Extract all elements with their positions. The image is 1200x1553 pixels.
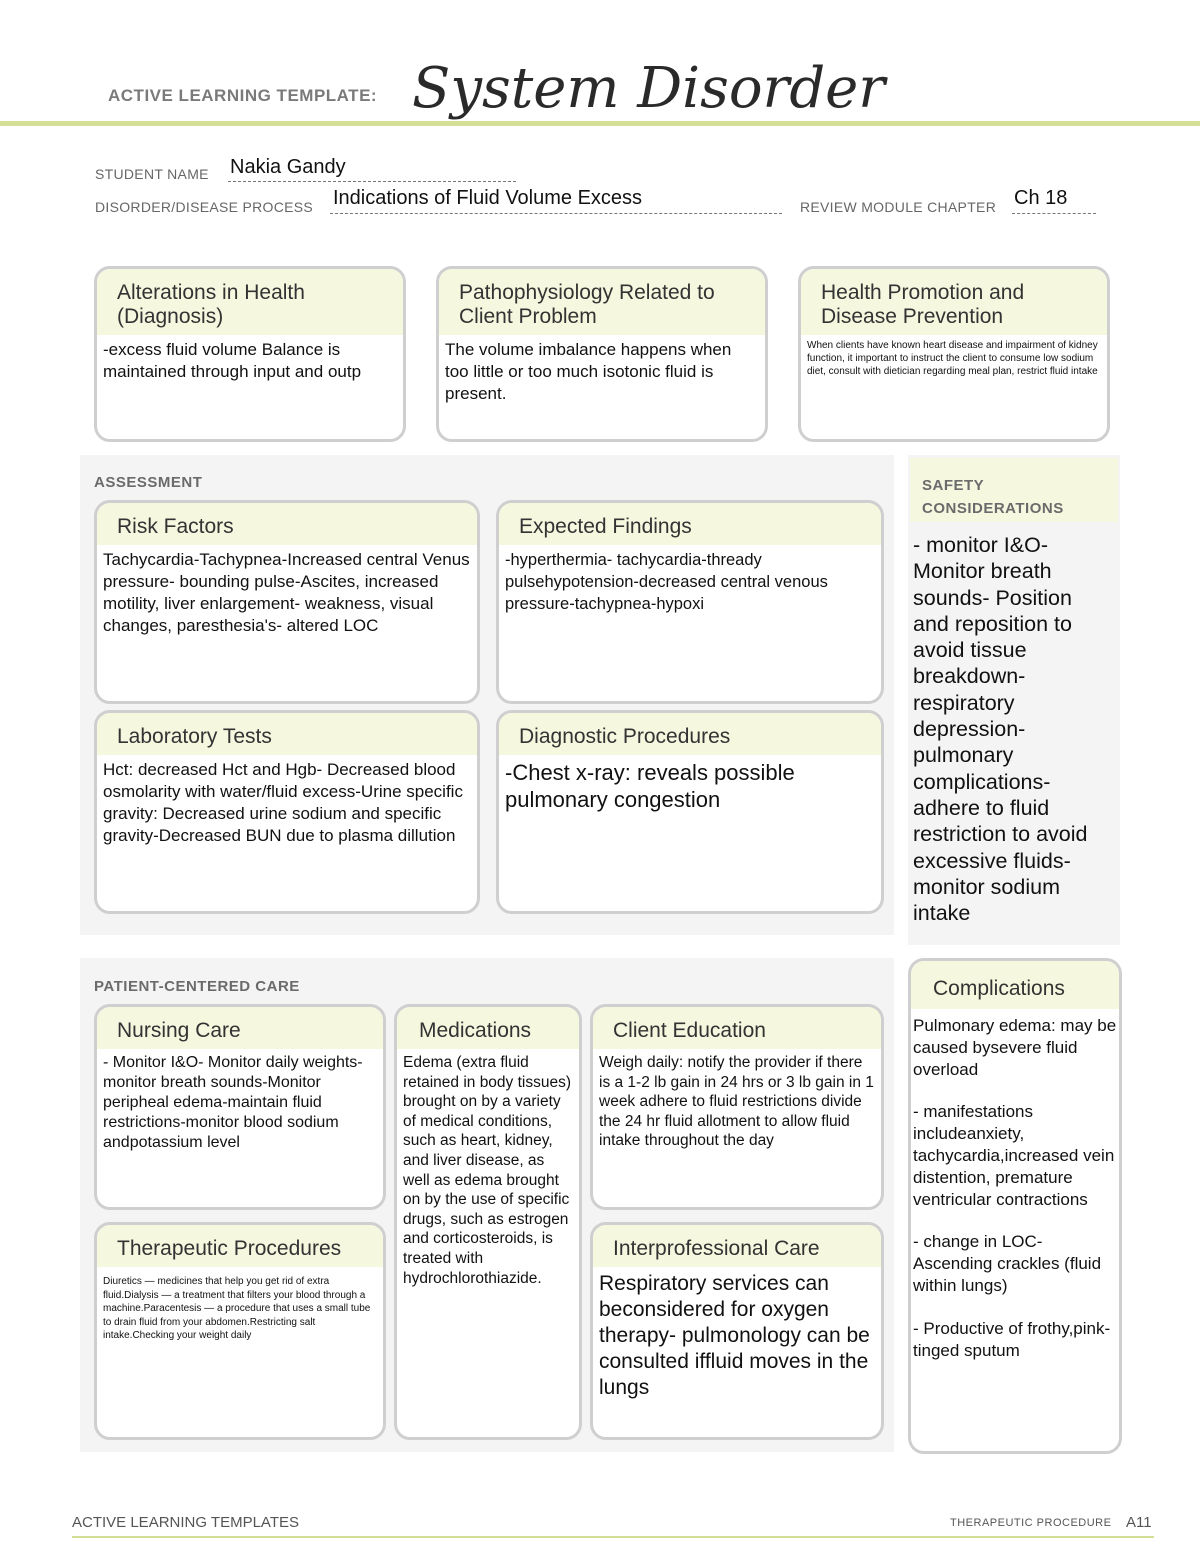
disorder-field[interactable]: Indications of Fluid Volume Excess	[333, 187, 643, 209]
patient-care-title: PATIENT-CENTERED CARE	[94, 978, 300, 995]
medications-title: Medications	[397, 1007, 579, 1049]
interprofessional-care-card	[590, 1222, 884, 1440]
assessment-title: ASSESSMENT	[94, 474, 203, 491]
chapter-field[interactable]: Ch 18	[1014, 187, 1068, 209]
nursing-care-card	[94, 1004, 386, 1210]
laboratory-tests-title: Laboratory Tests	[97, 713, 477, 755]
footer-rule	[72, 1536, 1154, 1538]
complications-title: Complications	[911, 961, 1119, 1009]
safety-title: SAFETY CONSIDERATIONS	[922, 477, 1064, 517]
chapter-label: REVIEW MODULE CHAPTER	[800, 199, 997, 215]
complication-item: - Productive of frothy,pink-tinged sputum	[913, 1318, 1111, 1360]
student-name-underline	[228, 181, 516, 182]
pathophysiology-text: The volume imbalance happens when too little or too much isotonic fluid is present.	[445, 340, 732, 403]
student-name-label: STUDENT NAME	[95, 166, 209, 182]
complication-item: - manifestations includeanxiety, tachycardia,increased vein distention, premature ventricular contractions	[913, 1102, 1115, 1209]
health-promotion-text: When clients have known heart disease and impairment of kidney function, it important to instruct the client to consume low sodium diet, consult with dietician regarding meal plan, restrict fluid intake	[807, 340, 1098, 377]
alterations-text: -excess fluid volume Balance is maintained through input and outp	[103, 340, 362, 381]
medications-text: Edema (extra fluid retained in body tissues) brought on by a variety of medical conditions, such as heart, kidney, and liver disease, as well as edema brought on by the use of specific drugs, such as estrogen and corticosteroids, is treated with hydrochlorothiazide.	[403, 1054, 572, 1287]
risk-factors-card	[94, 500, 480, 704]
disorder-underline	[330, 213, 782, 214]
expected-findings-text: -hyperthermia- tachycardia-thready pulsehypotension-decreased central venous pressure-tachypnea-hypoxi	[505, 551, 828, 613]
laboratory-tests-card	[94, 710, 480, 914]
nursing-care-text: - Monitor I&O- Monitor daily weights- monitor breath sounds-Monitor peripheal edema-maintain fluid restrictions-monitor blood sodium andpotassium level	[103, 1054, 363, 1151]
interprofessional-care-title: Interprofessional Care	[593, 1225, 881, 1267]
header-rule	[0, 121, 1200, 126]
pathophysiology-title: Pathophysiology Related to Client Problem	[439, 269, 765, 335]
risk-factors-text: Tachycardia-Tachypnea-Increased central Venus pressure- bounding pulse-Ascites, increased motility, liver enlargement- weakness, visual changes, paresthesia's- altered LOC	[103, 550, 470, 635]
chapter-underline	[1012, 213, 1096, 214]
risk-factors-title: Risk Factors	[97, 503, 477, 545]
client-education-title: Client Education	[593, 1007, 881, 1049]
complication-item: - change in LOC-Ascending crackles (fluid within lungs)	[913, 1232, 1102, 1295]
laboratory-tests-text: Hct: decreased Hct and Hgb- Decreased blood osmolarity with water/fluid excess-Urine specific gravity: Decreased urine sodium and specific gravity-Decreased BUN due to plasma dillution	[103, 760, 463, 845]
client-education-card	[590, 1004, 884, 1210]
therapeutic-procedures-text: Diuretics — medicines that help you get rid of extra fluid.Dialysis — a treatment that filters your blood through a machine.Paracentesis — a procedure that uses a small tube to drain fluid from your abdomen.Restricting salt intake.Checking your weight daily	[103, 1276, 371, 1341]
diagnostic-procedures-text: -Chest x-ray: reveals possible pulmonary congestion	[505, 760, 795, 812]
therapeutic-procedures-card	[94, 1222, 386, 1440]
nursing-care-title: Nursing Care	[97, 1007, 383, 1049]
pathophysiology-card	[436, 266, 768, 442]
complications-list	[911, 1009, 1119, 1361]
interprofessional-care-text: Respiratory services can beconsidered for oxygen therapy- pulmonology can be consulted iffluid moves in the lungs	[599, 1272, 870, 1399]
expected-findings-title: Expected Findings	[499, 503, 881, 545]
medications-card	[394, 1004, 582, 1440]
footer-page-number: A11	[1126, 1514, 1152, 1531]
footer-section: THERAPEUTIC PROCEDURE	[950, 1517, 1112, 1529]
footer-left: ACTIVE LEARNING TEMPLATES	[72, 1514, 299, 1531]
health-promotion-title: Health Promotion and Disease Prevention	[801, 269, 1107, 335]
safety-text: - monitor I&O-Monitor breath sounds- Position and reposition to avoid tissue breakdown-respiratory depression-pulmonary complications-adhere to fluid restriction to avoid excessive fluids-monitor sodium intake	[913, 533, 1088, 926]
therapeutic-procedures-title: Therapeutic Procedures	[97, 1225, 383, 1267]
student-name-field[interactable]: Nakia Gandy	[230, 156, 346, 178]
complications-card	[908, 958, 1122, 1454]
diagnostic-procedures-card	[496, 710, 884, 914]
client-education-text: Weigh daily: notify the provider if there is a 1-2 lb gain in 24 hrs or 3 lb gain in 1 week adhere to fluid restrictions divide the 24 hr fluid allotment to allow fluid intake throughout the day	[599, 1054, 874, 1149]
template-label: ACTIVE LEARNING TEMPLATE:	[108, 86, 378, 105]
disorder-label: DISORDER/DISEASE PROCESS	[95, 199, 314, 215]
alterations-card	[94, 266, 406, 442]
page-title: System Disorder	[412, 56, 886, 121]
diagnostic-procedures-title: Diagnostic Procedures	[499, 713, 881, 755]
complication-item: Pulmonary edema: may be caused bysevere fluid overload	[913, 1016, 1117, 1079]
health-promotion-card	[798, 266, 1110, 442]
expected-findings-card	[496, 500, 884, 704]
alterations-title: Alterations in Health (Diagnosis)	[97, 269, 403, 335]
